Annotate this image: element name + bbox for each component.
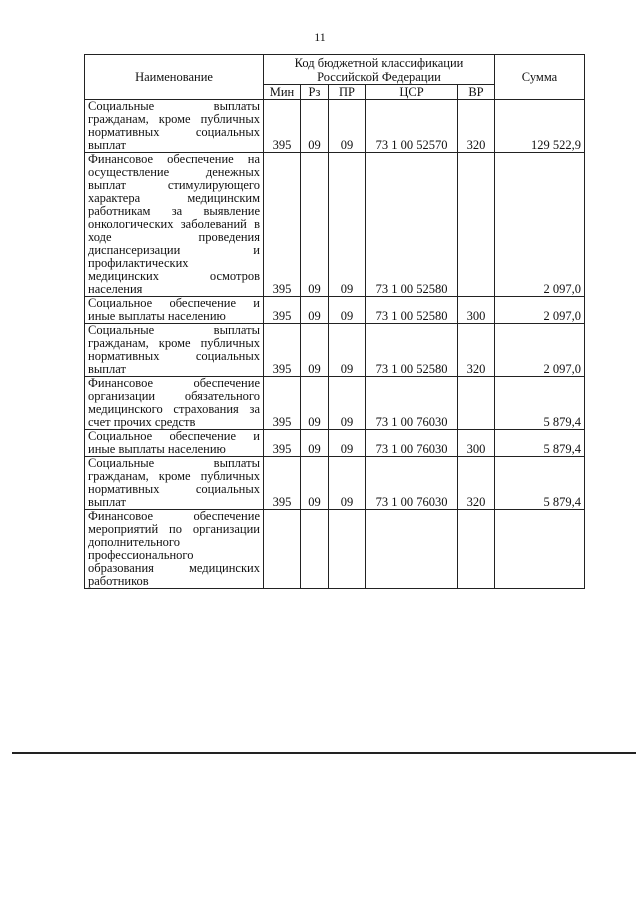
row-csr: 73 1 00 52570	[366, 100, 458, 153]
row-rz: 09	[301, 100, 329, 153]
row-min: 395	[264, 153, 301, 297]
table-row	[85, 510, 585, 589]
row-vr: 320	[458, 100, 495, 153]
row-min: 395	[264, 457, 301, 510]
row-pr: 09	[329, 297, 366, 324]
row-rz: 09	[301, 324, 329, 377]
table-row	[85, 430, 585, 457]
row-vr	[458, 153, 495, 297]
bottom-rule	[12, 752, 636, 754]
header-vr: ВР	[458, 85, 495, 100]
row-min: 395	[264, 377, 301, 430]
row-name: Социальное обеспечение и иные выплаты населению	[85, 430, 264, 457]
header-code-group: Код бюджетной классификации Российской Федерации	[264, 55, 495, 85]
row-name: Социальные выплаты гражданам, кроме публичных нормативных социальных выплат	[85, 324, 264, 377]
table-row	[85, 297, 585, 324]
row-csr	[366, 510, 458, 589]
header-sum: Сумма	[495, 55, 585, 100]
row-sum: 5 879,4	[495, 457, 585, 510]
row-vr: 300	[458, 430, 495, 457]
row-min: 395	[264, 430, 301, 457]
row-rz: 09	[301, 377, 329, 430]
row-rz	[301, 510, 329, 589]
row-pr	[329, 510, 366, 589]
row-csr: 73 1 00 52580	[366, 297, 458, 324]
row-min: 395	[264, 324, 301, 377]
row-name: Финансовое обеспечение мероприятий по организации дополнительного профессионального образования медицинских работников	[85, 510, 264, 589]
row-name: Социальные выплаты гражданам, кроме публичных нормативных социальных выплат	[85, 100, 264, 153]
row-rz: 09	[301, 430, 329, 457]
row-vr	[458, 377, 495, 430]
row-csr: 73 1 00 52580	[366, 153, 458, 297]
row-min	[264, 510, 301, 589]
row-sum: 129 522,9	[495, 100, 585, 153]
row-min: 395	[264, 100, 301, 153]
row-vr	[458, 510, 495, 589]
header-rz: Рз	[301, 85, 329, 100]
header-pr: ПР	[329, 85, 366, 100]
row-csr: 73 1 00 76030	[366, 377, 458, 430]
row-csr: 73 1 00 52580	[366, 324, 458, 377]
row-pr: 09	[329, 377, 366, 430]
row-sum: 2 097,0	[495, 324, 585, 377]
row-name: Социальное обеспечение и иные выплаты населению	[85, 297, 264, 324]
row-name: Социальные выплаты гражданам, кроме публичных нормативных социальных выплат	[85, 457, 264, 510]
row-pr: 09	[329, 153, 366, 297]
budget-table	[84, 54, 585, 589]
row-sum: 2 097,0	[495, 297, 585, 324]
page-number: 11	[314, 30, 326, 44]
header-min: Мин	[264, 85, 301, 100]
table-row	[85, 377, 585, 430]
table-row	[85, 153, 585, 297]
row-vr: 320	[458, 324, 495, 377]
row-rz: 09	[301, 457, 329, 510]
table-row	[85, 324, 585, 377]
header-csr: ЦСР	[366, 85, 458, 100]
row-pr: 09	[329, 324, 366, 377]
row-min: 395	[264, 297, 301, 324]
row-sum: 2 097,0	[495, 153, 585, 297]
row-sum: 5 879,4	[495, 377, 585, 430]
row-pr: 09	[329, 457, 366, 510]
row-pr: 09	[329, 430, 366, 457]
row-csr: 73 1 00 76030	[366, 457, 458, 510]
row-vr: 320	[458, 457, 495, 510]
header-name: Наименование	[85, 55, 264, 100]
row-rz: 09	[301, 297, 329, 324]
row-rz: 09	[301, 153, 329, 297]
row-sum	[495, 510, 585, 589]
row-pr: 09	[329, 100, 366, 153]
row-vr: 300	[458, 297, 495, 324]
row-name: Финансовое обеспечение на осуществление денежных выплат стимулирующего характера медицинским работникам за выявление онкологических заболеваний в ходе проведения диспансеризации и профилактических медицинских осмотров населения	[85, 153, 264, 297]
row-name: Финансовое обеспечение организации обязательного медицинского страхования за счет прочих средств	[85, 377, 264, 430]
table-row	[85, 100, 585, 153]
row-csr: 73 1 00 76030	[366, 430, 458, 457]
row-sum: 5 879,4	[495, 430, 585, 457]
table-row	[85, 457, 585, 510]
